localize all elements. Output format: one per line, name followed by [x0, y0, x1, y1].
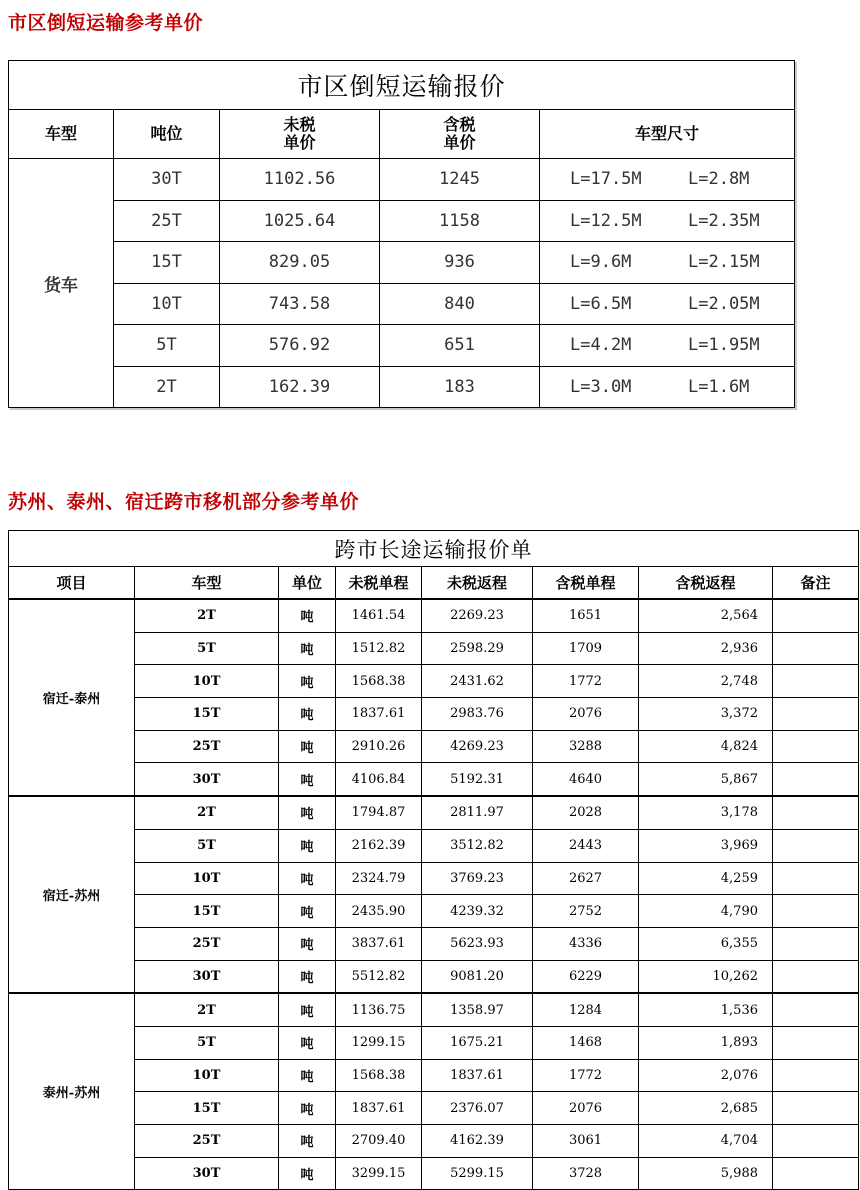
vehicle-cell: 2T [135, 993, 279, 1026]
header-pretax-price: 未税 单价 [220, 110, 380, 159]
pretax-oneway-cell: 5512.82 [336, 960, 422, 993]
table-row [9, 895, 859, 928]
dimensions-cell [540, 242, 795, 284]
pretax-return-cell: 9081.20 [422, 960, 533, 993]
vehicle-cell: 5T [135, 632, 279, 665]
header-vehicle: 车型 [9, 110, 114, 159]
note-cell [773, 895, 859, 928]
unit-cell: 吨 [279, 730, 336, 763]
pretax-price-cell: 1025.64 [220, 200, 380, 242]
header-vehicle-dimensions: 车型尺寸 [540, 110, 795, 159]
table-row [9, 1157, 859, 1190]
table-row [9, 200, 795, 242]
taxed-return-cell: 3,178 [639, 796, 773, 829]
header-taxed-oneway: 含税单程 [533, 567, 639, 600]
width-value: L=2.15M [688, 252, 760, 273]
header-taxed-price: 含税 单价 [380, 110, 540, 159]
taxed-return-cell: 4,790 [639, 895, 773, 928]
length-value: L=3.0M [570, 376, 632, 397]
header-vehicle: 车型 [135, 567, 279, 600]
header-pretax-oneway: 未税单程 [336, 567, 422, 600]
pretax-return-cell: 5192.31 [422, 763, 533, 796]
pretax-oneway-cell: 1461.54 [336, 599, 422, 632]
tonnage-cell: 5T [114, 325, 220, 367]
taxed-oneway-cell: 1284 [533, 993, 639, 1026]
vehicle-cell: 5T [135, 829, 279, 862]
taxed-oneway-cell: 4640 [533, 763, 639, 796]
unit-cell: 吨 [279, 895, 336, 928]
dimensions-cell [540, 366, 795, 408]
note-cell [773, 1092, 859, 1125]
taxed-oneway-cell: 2627 [533, 862, 639, 895]
section2-heading: 苏州、泰州、宿迁跨市移机部分参考单价 [8, 491, 360, 513]
pretax-oneway-cell: 2910.26 [336, 730, 422, 763]
taxed-oneway-cell: 6229 [533, 960, 639, 993]
pretax-return-cell: 5623.93 [422, 927, 533, 960]
pretax-return-cell: 2811.97 [422, 796, 533, 829]
note-cell [773, 1125, 859, 1158]
taxed-return-cell: 4,704 [639, 1125, 773, 1158]
route-group-cell: 宿迁-苏州 [9, 796, 135, 993]
unit-cell: 吨 [279, 993, 336, 1026]
pretax-return-cell: 4162.39 [422, 1125, 533, 1158]
note-cell [773, 993, 859, 1026]
table-row [9, 796, 859, 829]
pretax-price-cell: 743.58 [220, 283, 380, 325]
vehicle-cell: 10T [135, 862, 279, 895]
table-row [9, 325, 795, 367]
pretax-oneway-cell: 4106.84 [336, 763, 422, 796]
pretax-oneway-cell: 2435.90 [336, 895, 422, 928]
unit-cell: 吨 [279, 796, 336, 829]
note-cell [773, 665, 859, 698]
route-group-cell: 宿迁-泰州 [9, 599, 135, 796]
tonnage-cell: 15T [114, 242, 220, 284]
taxed-return-cell: 4,259 [639, 862, 773, 895]
table-row [9, 763, 859, 796]
pretax-return-cell: 1358.97 [422, 993, 533, 1026]
length-value: L=6.5M [570, 293, 632, 314]
unit-cell: 吨 [279, 1092, 336, 1125]
length-value: L=9.6M [570, 252, 632, 273]
taxed-return-cell: 2,564 [639, 599, 773, 632]
vehicle-cell: 10T [135, 1059, 279, 1092]
table-row [9, 927, 859, 960]
table-row [9, 665, 859, 698]
taxed-return-cell: 2,748 [639, 665, 773, 698]
note-cell [773, 599, 859, 632]
table-row [9, 730, 859, 763]
width-value: L=2.8M [688, 169, 750, 190]
tonnage-cell: 25T [114, 200, 220, 242]
pretax-price-cell: 1102.56 [220, 159, 380, 201]
header-pretax-return: 未税返程 [422, 567, 533, 600]
pretax-price-cell: 829.05 [220, 242, 380, 284]
width-value: L=2.05M [688, 293, 760, 314]
table-title: 跨市长途运输报价单 [9, 531, 859, 567]
pretax-oneway-cell: 1136.75 [336, 993, 422, 1026]
unit-cell: 吨 [279, 599, 336, 632]
header-tonnage: 吨位 [114, 110, 220, 159]
vehicle-cell: 15T [135, 698, 279, 731]
vehicle-cell: 25T [135, 1125, 279, 1158]
note-cell [773, 1026, 859, 1059]
header-note: 备注 [773, 567, 859, 600]
pretax-oneway-cell: 3299.15 [336, 1157, 422, 1190]
note-cell [773, 730, 859, 763]
unit-cell: 吨 [279, 698, 336, 731]
header-taxed-return: 含税返程 [639, 567, 773, 600]
pretax-oneway-cell: 1837.61 [336, 1092, 422, 1125]
pretax-oneway-cell: 1568.38 [336, 665, 422, 698]
note-cell [773, 698, 859, 731]
vehicle-cell: 10T [135, 665, 279, 698]
length-value: L=4.2M [570, 335, 632, 356]
pretax-oneway-cell: 1568.38 [336, 1059, 422, 1092]
dimensions-cell [540, 159, 795, 201]
vehicle-cell: 30T [135, 763, 279, 796]
pretax-return-cell: 2598.29 [422, 632, 533, 665]
note-cell [773, 763, 859, 796]
unit-cell: 吨 [279, 829, 336, 862]
vehicle-cell: 15T [135, 895, 279, 928]
section1-heading: 市区倒短运输参考单价 [8, 12, 204, 34]
taxed-price-cell: 1245 [380, 159, 540, 201]
intercity-transport-price-table [8, 530, 859, 1190]
pretax-oneway-cell: 1512.82 [336, 632, 422, 665]
table-row [9, 1092, 859, 1125]
vehicle-cell: 5T [135, 1026, 279, 1059]
table-title: 市区倒短运输报价 [9, 61, 795, 110]
taxed-return-cell: 3,372 [639, 698, 773, 731]
dimensions-cell [540, 325, 795, 367]
pretax-oneway-cell: 3837.61 [336, 927, 422, 960]
note-cell [773, 796, 859, 829]
note-cell [773, 632, 859, 665]
pretax-oneway-cell: 2709.40 [336, 1125, 422, 1158]
taxed-oneway-cell: 2752 [533, 895, 639, 928]
category-cell: 货车 [9, 159, 114, 408]
unit-cell: 吨 [279, 927, 336, 960]
pretax-return-cell: 2269.23 [422, 599, 533, 632]
table-row [9, 1125, 859, 1158]
vehicle-cell: 25T [135, 730, 279, 763]
unit-cell: 吨 [279, 632, 336, 665]
table-row [9, 1026, 859, 1059]
table-row [9, 632, 859, 665]
table-row [9, 698, 859, 731]
unit-cell: 吨 [279, 665, 336, 698]
pretax-price-cell: 162.39 [220, 366, 380, 408]
unit-cell: 吨 [279, 960, 336, 993]
table-row [9, 993, 859, 1026]
unit-cell: 吨 [279, 1059, 336, 1092]
pretax-oneway-cell: 2162.39 [336, 829, 422, 862]
note-cell [773, 829, 859, 862]
table-row [9, 283, 795, 325]
unit-cell: 吨 [279, 1157, 336, 1190]
taxed-oneway-cell: 3288 [533, 730, 639, 763]
pretax-return-cell: 3769.23 [422, 862, 533, 895]
table-row [9, 829, 859, 862]
note-cell [773, 1059, 859, 1092]
table-row [9, 159, 795, 201]
pretax-return-cell: 1837.61 [422, 1059, 533, 1092]
taxed-oneway-cell: 3728 [533, 1157, 639, 1190]
pretax-return-cell: 4239.32 [422, 895, 533, 928]
vehicle-cell: 30T [135, 1157, 279, 1190]
pretax-price-cell: 576.92 [220, 325, 380, 367]
vehicle-cell: 25T [135, 927, 279, 960]
taxed-oneway-cell: 2076 [533, 1092, 639, 1125]
taxed-price-cell: 1158 [380, 200, 540, 242]
taxed-oneway-cell: 1468 [533, 1026, 639, 1059]
tonnage-cell: 10T [114, 283, 220, 325]
taxed-return-cell: 3,969 [639, 829, 773, 862]
taxed-return-cell: 2,936 [639, 632, 773, 665]
unit-cell: 吨 [279, 862, 336, 895]
taxed-price-cell: 840 [380, 283, 540, 325]
vehicle-cell: 2T [135, 796, 279, 829]
taxed-oneway-cell: 4336 [533, 927, 639, 960]
taxed-oneway-cell: 1709 [533, 632, 639, 665]
pretax-return-cell: 2376.07 [422, 1092, 533, 1125]
taxed-oneway-cell: 3061 [533, 1125, 639, 1158]
pretax-return-cell: 3512.82 [422, 829, 533, 862]
table-row [9, 599, 859, 632]
header-project: 项目 [9, 567, 135, 600]
taxed-return-cell: 2,685 [639, 1092, 773, 1125]
taxed-price-cell: 651 [380, 325, 540, 367]
length-value: L=12.5M [570, 210, 642, 231]
taxed-oneway-cell: 1772 [533, 1059, 639, 1092]
note-cell [773, 960, 859, 993]
taxed-oneway-cell: 2028 [533, 796, 639, 829]
tonnage-cell: 30T [114, 159, 220, 201]
length-value: L=17.5M [570, 169, 642, 190]
taxed-return-cell: 2,076 [639, 1059, 773, 1092]
taxed-return-cell: 1,536 [639, 993, 773, 1026]
pretax-return-cell: 2983.76 [422, 698, 533, 731]
taxed-price-cell: 936 [380, 242, 540, 284]
dimensions-cell [540, 283, 795, 325]
taxed-oneway-cell: 1772 [533, 665, 639, 698]
dimensions-cell [540, 200, 795, 242]
note-cell [773, 927, 859, 960]
pretax-return-cell: 5299.15 [422, 1157, 533, 1190]
width-value: L=1.6M [688, 376, 750, 397]
route-group-cell: 泰州-苏州 [9, 993, 135, 1190]
pretax-return-cell: 1675.21 [422, 1026, 533, 1059]
taxed-price-cell: 183 [380, 366, 540, 408]
table-row [9, 242, 795, 284]
table-row [9, 366, 795, 408]
vehicle-cell: 2T [135, 599, 279, 632]
pretax-oneway-cell: 1794.87 [336, 796, 422, 829]
vehicle-cell: 30T [135, 960, 279, 993]
width-value: L=1.95M [688, 335, 760, 356]
vehicle-cell: 15T [135, 1092, 279, 1125]
taxed-oneway-cell: 2076 [533, 698, 639, 731]
note-cell [773, 1157, 859, 1190]
taxed-return-cell: 5,867 [639, 763, 773, 796]
taxed-return-cell: 6,355 [639, 927, 773, 960]
pretax-oneway-cell: 2324.79 [336, 862, 422, 895]
pretax-oneway-cell: 1299.15 [336, 1026, 422, 1059]
unit-cell: 吨 [279, 763, 336, 796]
taxed-return-cell: 1,893 [639, 1026, 773, 1059]
tonnage-cell: 2T [114, 366, 220, 408]
unit-cell: 吨 [279, 1026, 336, 1059]
taxed-return-cell: 10,262 [639, 960, 773, 993]
pretax-return-cell: 2431.62 [422, 665, 533, 698]
taxed-oneway-cell: 1651 [533, 599, 639, 632]
local-transport-price-table [8, 60, 795, 408]
taxed-return-cell: 4,824 [639, 730, 773, 763]
table-row [9, 960, 859, 993]
header-unit: 单位 [279, 567, 336, 600]
taxed-return-cell: 5,988 [639, 1157, 773, 1190]
pretax-return-cell: 4269.23 [422, 730, 533, 763]
pretax-oneway-cell: 1837.61 [336, 698, 422, 731]
width-value: L=2.35M [688, 210, 760, 231]
unit-cell: 吨 [279, 1125, 336, 1158]
table-row [9, 1059, 859, 1092]
note-cell [773, 862, 859, 895]
taxed-oneway-cell: 2443 [533, 829, 639, 862]
table-row [9, 862, 859, 895]
